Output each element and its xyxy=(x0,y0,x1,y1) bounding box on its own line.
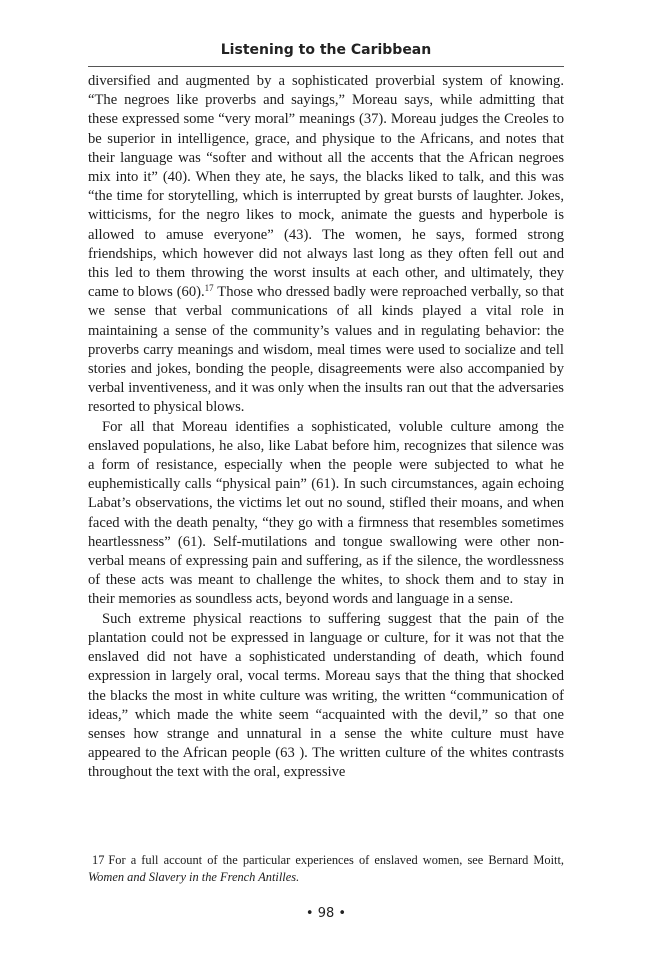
footnote-text: For a full account of the particular experiences of enslaved women, see Bernard Moitt, xyxy=(108,853,564,867)
footnote xyxy=(88,852,564,885)
running-head: Listening to the Caribbean xyxy=(220,42,432,58)
footnote-number: 17 xyxy=(92,853,105,867)
paragraph-2: For all that Moreau identifies a sophisticated, voluble culture among the enslaved populations, he also, like Labat before him, recognizes that silence was a form of resistance, especially when the people were subjected to what he euphemistically calls “physical pain” (61). In such circumstances, again echoing Labat’s observations, the victims let out no sound, stifled their moans, and when faced with the death penalty, “they go with a firmness that resembles sometimes heartlessness” (61). Self-mutilations and tongue swallowing were other non-verbal means of expressing pain and suffering, as if the silence, the wordlessness of these acts was meant to challenge the whites, to shock them and to stay in their memories as soundless acts, beyond words and language in a sense. xyxy=(88,418,564,608)
page-number: • 98 • xyxy=(305,906,347,921)
paragraph-1-text-b: Those who dressed badly were reproached verbally, so that we sense that verbal communications of all kinds played a vital role in maintaining a sense of the community’s values and in regulating behavior: the proverbs carry meanings and wisdom, meal times were used to socialize and tell stories and jokes, bonding the people, disagreements were also accompanied by verbal inventiveness, and it was only when the insults ran out that the adversaries resorted to physical blows. xyxy=(88,284,564,416)
paragraph-1-text-a: diversified and augmented by a sophisticated proverbial system of knowing. “The negroes like proverbs and sayings,” Moreau says, while admitting that these expressed some “very moral” meanings (37). Moreau judges the Creoles to be superior in intelligence, grace, and physique to the Africans, and notes that their language was “softer and without all the accents that the African negroes mix into it” (40). When they ate, he says, the blacks liked to talk, and this was “the time for storytelling, which is interrupted by great bursts of laughter. Jokes, witticisms, for the negro likes to mock, animate the guests and hyperbole is allowed to amuse everyone” (43). The women, he says, formed strong friendships, which however did not always last long as they often fell out and this led to them throwing the worst insults at each other, and ultimately, they came to blows (60). xyxy=(88,73,564,301)
footnote-reference[interactable]: 17 xyxy=(204,283,214,294)
body-text xyxy=(88,72,564,783)
footnote-book-title: Women and Slavery in the French Antilles. xyxy=(88,869,300,884)
paragraph-1 xyxy=(88,72,564,418)
header-rule xyxy=(88,66,564,67)
paragraph-3: Such extreme physical reactions to suffering suggest that the pain of the plantation could not be expressed in language or culture, for it was not that the enslaved did not have a sophisticated understanding of death, which found expression in largely oral, vocal terms. Moreau says that the thing that shocked the blacks the most in white culture was writing, the written “communication of ideas,” which made the white seem “acquainted with the devil,” so that one senses how strange and unnatural in a sense the white culture must have appeared to the African people (63 ). The written culture of the whites contrasts throughout the text with the oral, expressive xyxy=(88,610,564,781)
